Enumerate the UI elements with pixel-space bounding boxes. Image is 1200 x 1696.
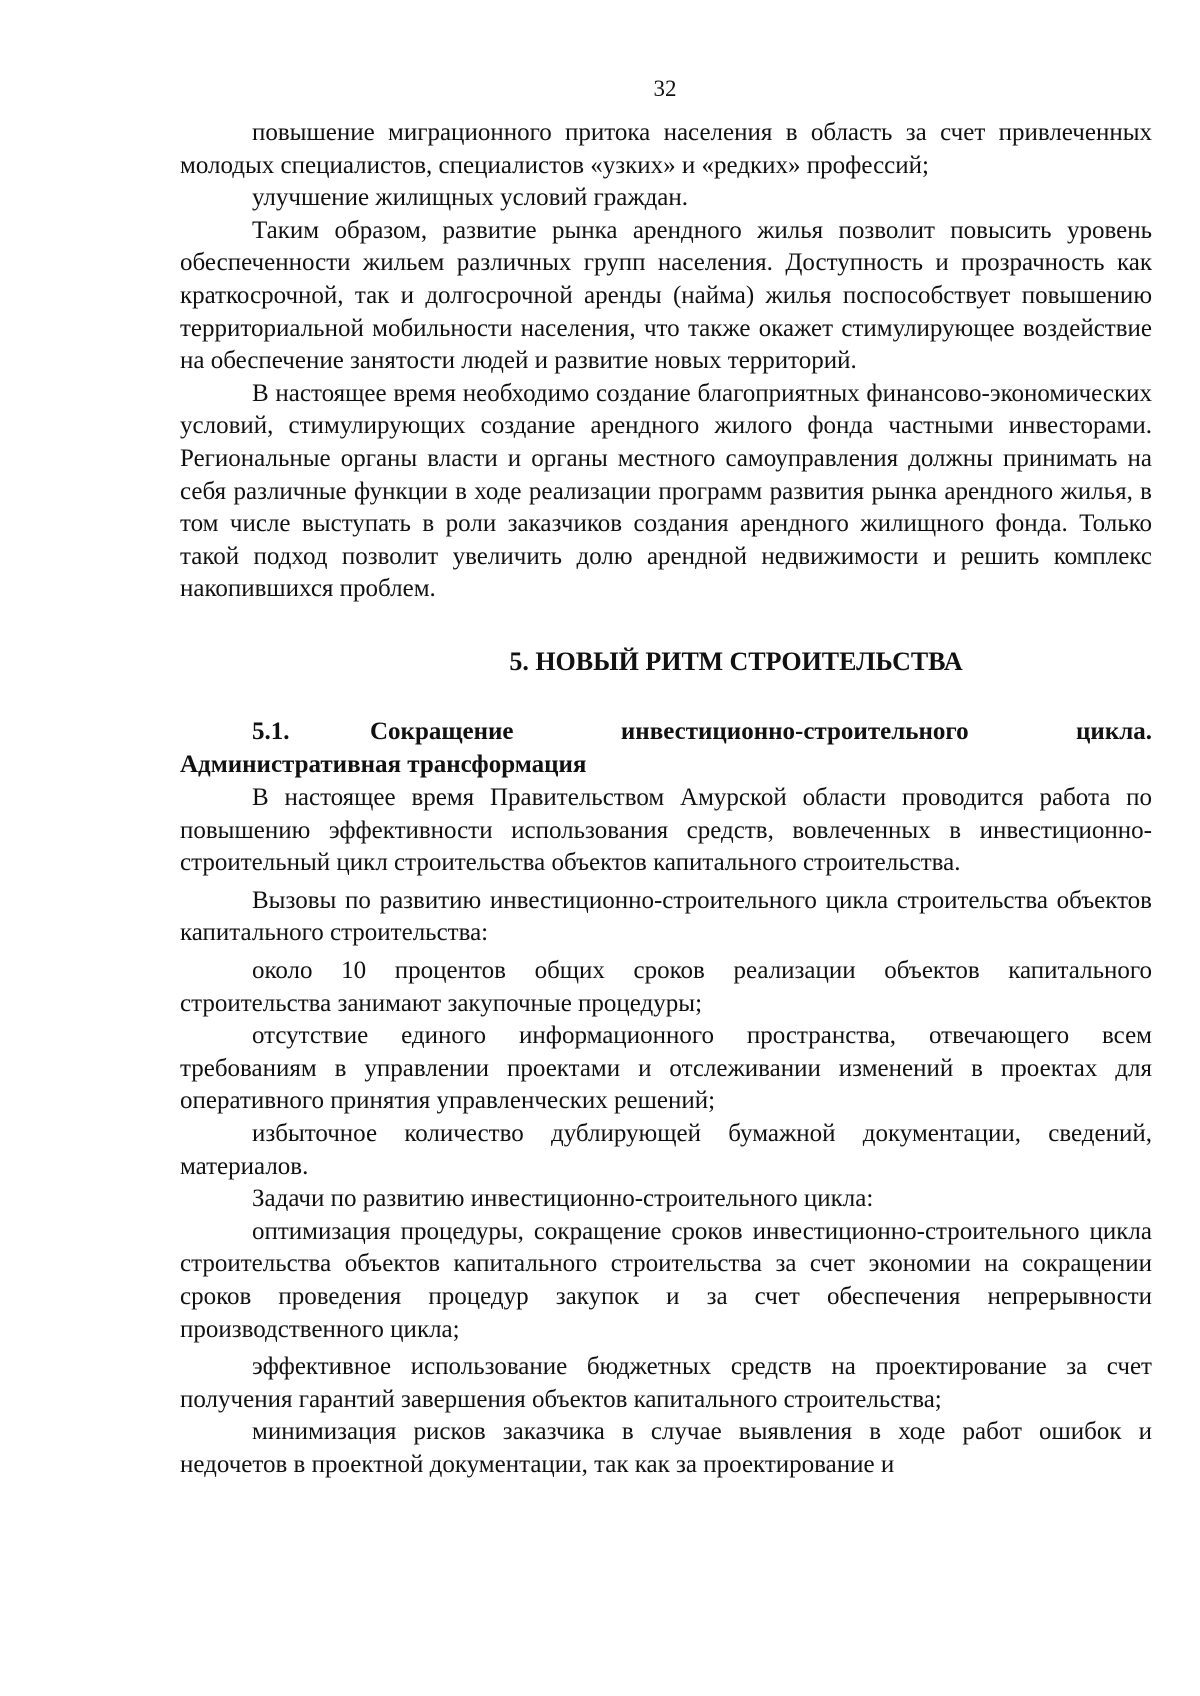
section-heading: 5. НОВЫЙ РИТМ СТРОИТЕЛЬСТВА — [509, 646, 963, 676]
list-item: около 10 процентов общих сроков реализации объектов капитального строительства занимают закупочные процедуры; — [180, 957, 1152, 1017]
subsection-title: Сокращение инвестиционно-строительного цикла. Административная трансформация — [180, 717, 1152, 778]
paragraph: повышение миграционного притока населения в область за счет привлеченных молодых специалистов, специалистов «узких» и «редких» профессий; — [180, 119, 1152, 179]
paragraph: улучшение жилищных условий граждан. — [252, 184, 689, 212]
paragraph: В настоящее время Правительством Амурской области проводится работа по повышению эффективности использования средств, вовлеченных в инвестиционно-строительный цикл строительства объектов капитального строительства. — [180, 784, 1152, 877]
document-body — [180, 117, 1152, 1482]
list-item: избыточное количество дублирующей бумажной документации, сведений, материалов. — [180, 1120, 1152, 1180]
paragraph: Таким образом, развитие рынка арендного жилья позволит повысить уровень обеспеченности жильем различных групп населения. Доступность и прозрачность как краткосрочной, так и долгосрочной аренды (найма) жилья поспособствует повышению территориальной мобильности населения, что также окажет стимулирующее воздействие на обеспечение занятости людей и развитие новых территорий. — [180, 216, 1152, 375]
paragraph: Задачи по развитию инвестиционно-строительного цикла: — [252, 1185, 874, 1213]
subsection-number: 5.1. — [252, 717, 290, 745]
list-item: минимизация рисков заказчика в случае выявления в ходе работ ошибок и недочетов в проектной документации, так как за проектирование и — [180, 1418, 1152, 1478]
page-number: 32 — [653, 76, 677, 101]
list-item: эффективное использование бюджетных средств на проектирование за счет получения гарантий завершения объектов капитального строительства; — [180, 1353, 1152, 1413]
subsection-heading — [180, 716, 1152, 781]
list-item: оптимизация процедуры, сокращение сроков инвестиционно-строительного цикла строительства объектов капитального строительства за счет экономии на сокращении сроков проведения процедур закупок и за счет обеспечения непрерывности производственного цикла; — [180, 1217, 1152, 1343]
list-item: отсутствие единого информационного пространства, отвечающего всем требованиям в управлении проектами и отслеживании изменений в проектах для оперативного принятия управленческих решений; — [180, 1022, 1152, 1115]
paragraph: В настоящее время необходимо создание благоприятных финансово-экономических условий, стимулирующих создание арендного жилого фонда частными инвесторами. Региональные органы власти и органы местного самоуправления должны принимать на себя различные функции в ходе реализации программ развития рынка арендного жилья, в том числе выступать в роли заказчиков создания арендного жилищного фонда. Только такой подход позволит увеличить долю арендной недвижимости и решить комплекс накопившихся проблем. — [180, 379, 1152, 603]
paragraph: Вызовы по развитию инвестиционно-строительного цикла строительства объектов капитального строительства: — [180, 886, 1152, 947]
